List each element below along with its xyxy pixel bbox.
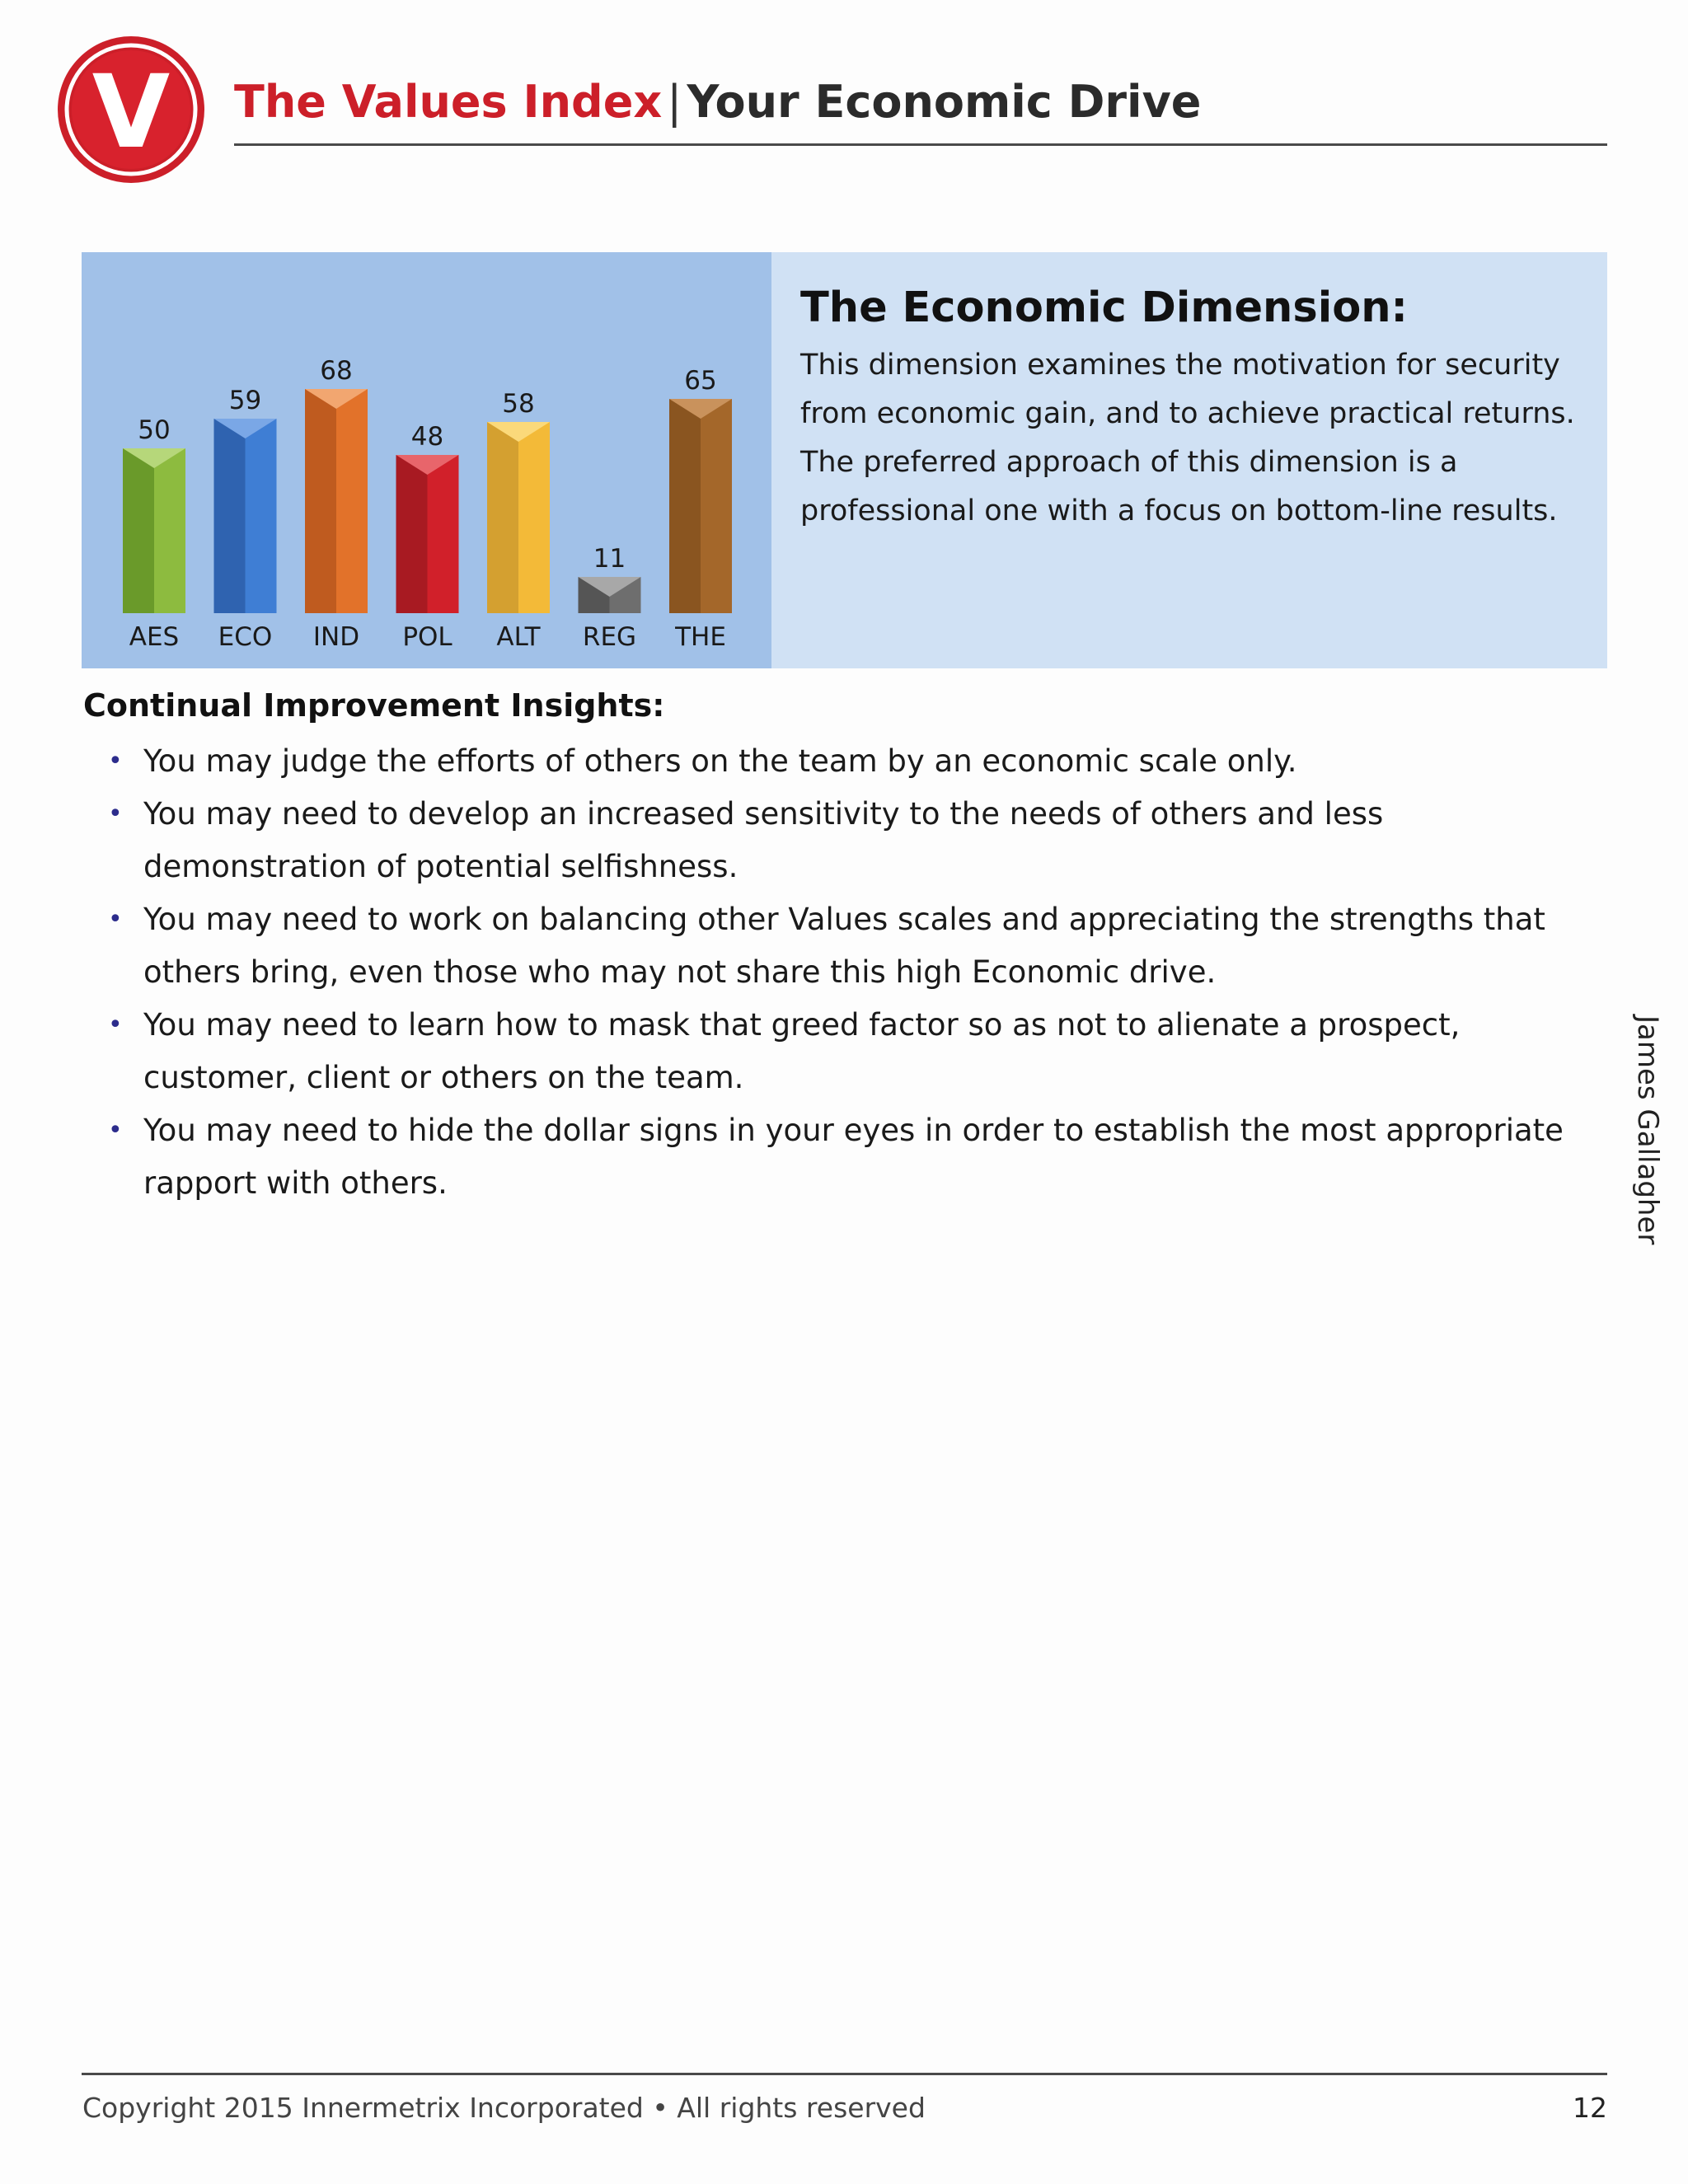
bar-value-label: 11 <box>593 544 626 574</box>
page-title: Your Economic Drive <box>687 76 1202 128</box>
insights-heading: Continual Improvement Insights: <box>83 687 665 724</box>
category-tick-label: ECO <box>218 622 273 652</box>
bullet-icon: • <box>108 747 123 776</box>
category-tick-label: THE <box>675 622 726 652</box>
insight-item <box>83 788 1592 893</box>
values-index-logo <box>56 35 206 185</box>
insight-text: You may need to work on balancing other Values scales and appreciating the strengths that others bring, even those who may not share this high Economic drive. <box>143 902 1545 990</box>
header-divider <box>234 143 1607 146</box>
respondent-name: James Gallagher <box>1631 1015 1664 1245</box>
insight-item <box>83 893 1592 999</box>
category-tick-label: IND <box>312 622 360 652</box>
page-number: 12 <box>1573 2092 1607 2124</box>
bar-pol-left-face <box>396 455 428 613</box>
bar-value-label: 58 <box>502 389 535 419</box>
bar-the-left-face <box>669 399 701 613</box>
dimension-text: This dimension examines the motivation for security from economic gain, and to achieve practical returns. The preferred approach of this dimension is a professional one with a focus on bottom-line results. <box>800 349 1575 527</box>
bar-aes-right-face <box>154 448 185 613</box>
dimension-title: The Economic Dimension: <box>800 284 1408 332</box>
bar-eco-left-face <box>214 419 246 613</box>
bar-alt-left-face <box>487 422 518 613</box>
category-tick-label: ALT <box>496 622 541 652</box>
copyright-notice: Copyright 2015 Innermetrix Incorporated • All rights reserved <box>82 2092 926 2124</box>
dimension-panel <box>82 252 1607 668</box>
bullet-icon: • <box>108 905 123 934</box>
bullet-icon: • <box>108 1010 123 1039</box>
bar-ind-right-face <box>336 389 368 613</box>
bar-ind-left-face <box>305 389 336 613</box>
bar-chart-svg <box>82 252 771 668</box>
bullet-icon: • <box>108 799 123 828</box>
footer-divider <box>82 2073 1607 2075</box>
insight-item <box>83 999 1592 1104</box>
bar-the-right-face <box>701 399 732 613</box>
insight-text: You may need to learn how to mask that greed factor so as not to alienate a prospect, customer, client or others on the team. <box>143 1007 1461 1095</box>
bar-pol-right-face <box>428 455 459 613</box>
brand-name: The Values Index <box>234 76 663 128</box>
bar-value-label: 50 <box>138 415 171 445</box>
insights-list <box>83 735 1592 1210</box>
dimension-description <box>771 252 1607 668</box>
logo-letter: V <box>91 54 171 171</box>
page-header-title <box>234 76 1201 128</box>
bullet-icon: • <box>108 1116 123 1145</box>
category-tick-label: AES <box>129 622 180 652</box>
category-tick-label: REG <box>582 622 637 652</box>
bar-alt-right-face <box>518 422 550 613</box>
bar-eco-right-face <box>246 419 277 613</box>
bar-value-label: 68 <box>320 356 353 386</box>
insight-text: You may need to develop an increased sensitivity to the needs of others and less demonstration of potential selfishness. <box>143 796 1384 884</box>
insight-item <box>83 1104 1592 1210</box>
bar-value-label: 65 <box>684 366 717 396</box>
insight-text: You may judge the efforts of others on the team by an economic scale only. <box>143 743 1297 779</box>
bar-value-label: 48 <box>410 422 444 452</box>
insight-text: You may need to hide the dollar signs in your eyes in order to establish the most appropriate rapport with others. <box>143 1113 1564 1201</box>
title-separator: | <box>667 76 682 128</box>
insight-item <box>83 735 1592 788</box>
bar-aes-left-face <box>123 448 154 613</box>
category-tick-label: POL <box>402 622 452 652</box>
bar-value-label: 59 <box>228 386 262 415</box>
values-bar-chart <box>82 252 771 668</box>
